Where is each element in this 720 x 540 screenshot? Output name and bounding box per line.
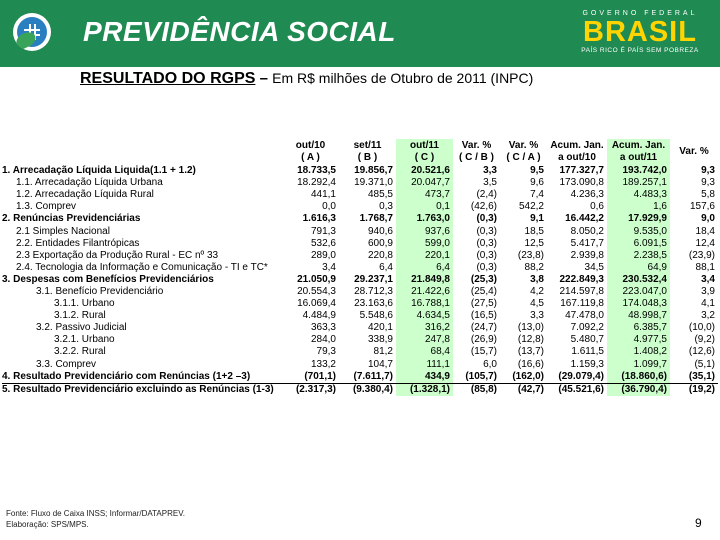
table-cell: 111,1 xyxy=(396,359,453,371)
table-cell: (1.328,1) xyxy=(396,383,453,396)
table-cell: (12,6) xyxy=(688,346,715,358)
table-cell: 441,1 xyxy=(310,189,336,201)
table-cell: 47.478,0 xyxy=(565,310,604,322)
table-cell: 0,6 xyxy=(590,201,604,213)
column-header-line1: Var. % xyxy=(461,140,492,151)
table-cell: (0,3) xyxy=(476,225,497,237)
author-line: Elaboração: SPS/MPS. xyxy=(6,520,89,529)
table-cell: 1,6 xyxy=(607,201,670,213)
column-header-line1: out/10 xyxy=(295,140,326,151)
row-label: 3.2. Passivo Judicial xyxy=(36,322,127,334)
table-cell: 20.521,6 xyxy=(396,165,453,177)
table-cell: 18.733,5 xyxy=(297,165,336,177)
column-header-line1: set/11 xyxy=(353,140,382,151)
row-label: 3.2.1. Urbano xyxy=(54,334,115,346)
table-cell: (2.317,3) xyxy=(282,383,339,396)
table-cell: 19.371,0 xyxy=(354,177,393,189)
table-cell: (16,5) xyxy=(470,310,497,322)
table-cell: 79,3 xyxy=(316,346,336,358)
table-cell: 19.856,7 xyxy=(354,165,393,177)
row-label: 3.1.1. Urbano xyxy=(54,298,115,310)
table-cell: (18.860,6) xyxy=(607,371,670,384)
table-cell: 3,5 xyxy=(483,177,497,189)
column-header-line2: a out/10 xyxy=(558,152,596,163)
column-header xyxy=(339,139,396,165)
table-cell: 16.788,1 xyxy=(396,298,453,310)
table-cell: (16,6) xyxy=(517,358,544,370)
table-cell: (15,7) xyxy=(470,346,497,358)
table-cell: 1.763,0 xyxy=(396,213,453,225)
title-separator: – xyxy=(259,70,268,87)
table-cell: 173.090,8 xyxy=(559,177,604,189)
table-cell: 18,4 xyxy=(695,225,715,237)
table-cell: (701,1) xyxy=(304,370,336,382)
table-cell: 157,6 xyxy=(689,201,715,213)
table-cell: 940,6 xyxy=(367,225,393,237)
table-cell: 21.050,9 xyxy=(297,273,336,285)
table-cell: (23,8) xyxy=(517,249,544,261)
table-cell: (35,1) xyxy=(688,370,715,382)
table-cell: 9.535,0 xyxy=(607,225,670,237)
table-cell: 338,9 xyxy=(367,334,393,346)
governo-federal-logo xyxy=(572,10,708,54)
table-row xyxy=(2,177,718,189)
table-cell: 21.849,8 xyxy=(396,274,453,286)
gov-brasil-label: BRASIL xyxy=(583,16,697,48)
table-cell: (0,3) xyxy=(476,261,497,273)
table-cell: 1.768,7 xyxy=(359,213,393,225)
table-cell: 5.548,6 xyxy=(359,310,393,322)
table-cell: (7.611,7) xyxy=(353,370,393,382)
column-header xyxy=(607,139,670,165)
table-cell: 791,3 xyxy=(310,225,336,237)
table-cell: 177.327,7 xyxy=(559,165,604,177)
column-header-line2: ( B ) xyxy=(357,152,378,163)
table-cell: 6,0 xyxy=(483,358,497,370)
table-cell: 16.069,4 xyxy=(297,298,336,310)
table-cell: 223.047,0 xyxy=(607,286,670,298)
table-cell: 3,3 xyxy=(483,165,497,177)
table-cell: (5,1) xyxy=(694,358,715,370)
column-header-line1: Acum. Jan. xyxy=(611,140,666,151)
table-row xyxy=(2,310,718,322)
table-row xyxy=(2,298,718,310)
table-cell: 230.532,4 xyxy=(607,274,670,286)
table-cell: (2,4) xyxy=(476,189,497,201)
row-label: 2.4. Tecnologia da Informação e Comunicação - TI e TC* xyxy=(16,261,268,273)
page-title xyxy=(80,70,680,88)
column-header-line1: Acum. Jan. xyxy=(550,140,604,151)
table-cell: 222.849,3 xyxy=(559,273,604,285)
column-header-line2: a out/11 xyxy=(619,152,658,163)
table-row xyxy=(2,383,718,396)
header-bar xyxy=(0,0,720,67)
row-label: 3.1.2. Rural xyxy=(54,310,106,322)
table-cell: 420,1 xyxy=(367,322,393,334)
table-row xyxy=(2,322,718,334)
table-cell: 9,5 xyxy=(530,165,544,177)
table-cell: 9,0 xyxy=(701,213,715,225)
previdencia-logo-icon xyxy=(13,13,51,51)
table-cell: 17.929,9 xyxy=(607,213,670,225)
table-cell: 18.292,4 xyxy=(297,177,336,189)
table-cell: 599,0 xyxy=(396,238,453,250)
table-cell: 20.047,7 xyxy=(396,177,453,189)
table-cell: 6.091,5 xyxy=(607,238,670,250)
table-cell: 189.257,1 xyxy=(607,177,670,189)
column-header-line2: ( C / B ) xyxy=(459,152,494,163)
table-cell: (42,7) xyxy=(500,383,547,396)
table-cell: 20.554,3 xyxy=(297,285,336,297)
table-cell: 104,7 xyxy=(367,358,393,370)
table-cell: 4,2 xyxy=(530,285,544,297)
column-header-line2: ( C / A ) xyxy=(506,152,541,163)
table-cell: 3,2 xyxy=(701,310,715,322)
table-row xyxy=(2,213,718,225)
row-label: 2. Renúncias Previdenciárias xyxy=(2,213,141,225)
column-header xyxy=(670,139,718,165)
table-row xyxy=(2,334,718,346)
rgps-table xyxy=(2,139,718,396)
table-cell: 284,0 xyxy=(310,334,336,346)
table-cell: 600,9 xyxy=(367,237,393,249)
table-cell: 34,5 xyxy=(584,261,604,273)
table-cell: 4.634,5 xyxy=(396,310,453,322)
table-cell: 3,8 xyxy=(530,273,544,285)
table-cell: (25,3) xyxy=(470,273,497,285)
table-row xyxy=(2,238,718,250)
table-cell: 68,4 xyxy=(396,346,453,358)
table-cell: (12,8) xyxy=(517,334,544,346)
row-label: 3.2.2. Rural xyxy=(54,346,106,358)
gov-top-label: GOVERNO FEDERAL xyxy=(582,10,698,17)
brand-title: PREVIDÊNCIA SOCIAL xyxy=(83,16,396,47)
table-cell: (0,3) xyxy=(476,237,497,249)
column-header-line2: ( C ) xyxy=(414,152,435,163)
table-cell: 289,0 xyxy=(310,249,336,261)
table-cell: 4.236,3 xyxy=(570,189,604,201)
page-number: 9 xyxy=(695,516,702,530)
table-cell: 29.237,1 xyxy=(354,273,393,285)
table-row xyxy=(2,250,718,262)
table-cell: 5.417,7 xyxy=(570,237,604,249)
table-cell: (105,7) xyxy=(465,370,497,382)
row-label: 1.3. Comprev xyxy=(16,201,77,213)
table-cell: (0,3) xyxy=(476,213,497,225)
table-cell: 174.048,3 xyxy=(607,298,670,310)
gov-slogan: PAÍS RICO É PAÍS SEM POBREZA xyxy=(581,47,699,54)
table-row xyxy=(2,201,718,213)
table-cell: 7.092,2 xyxy=(570,322,604,334)
column-header xyxy=(2,139,282,165)
table-cell: 5,8 xyxy=(701,189,715,201)
table-cell: 6,4 xyxy=(396,262,453,274)
table-cell: (29.079,4) xyxy=(558,370,604,382)
table-cell: 9,3 xyxy=(701,165,715,177)
table-cell: 6,4 xyxy=(379,261,393,273)
table-cell: (25,4) xyxy=(470,285,497,297)
table-cell: 4,5 xyxy=(530,298,544,310)
row-label: 2.3 Exportação da Produção Rural - EC nº 33 xyxy=(16,249,219,261)
table-cell: 9,1 xyxy=(530,213,544,225)
table-cell: 167.119,8 xyxy=(560,298,604,310)
table-row xyxy=(2,286,718,298)
column-header xyxy=(282,139,339,165)
table-cell: 1.099,7 xyxy=(607,359,670,371)
table-row xyxy=(2,165,718,177)
table-cell: 363,3 xyxy=(310,322,336,334)
table-cell: (13,0) xyxy=(517,322,544,334)
table-cell: (9.380,4) xyxy=(339,383,396,396)
table-cell: 21.422,6 xyxy=(396,286,453,298)
table-cell: 3,4 xyxy=(701,273,715,285)
table-cell: 28.712,3 xyxy=(354,285,393,297)
table-cell: 5.480,7 xyxy=(570,334,604,346)
table-cell: 8.050,2 xyxy=(570,225,604,237)
table-cell: 16.442,2 xyxy=(565,213,604,225)
table-cell: 0,1 xyxy=(396,201,453,213)
table-row xyxy=(2,189,718,201)
table-cell: (85,8) xyxy=(453,383,500,396)
table-cell: 542,2 xyxy=(518,201,544,213)
table-cell: 3,3 xyxy=(530,310,544,322)
table-cell: 88,2 xyxy=(524,261,544,273)
table-cell: (23,9) xyxy=(688,249,715,261)
table-cell: 532,6 xyxy=(310,237,336,249)
source-note xyxy=(6,508,185,530)
table-cell: 220,8 xyxy=(367,249,393,261)
table-cell: 12,5 xyxy=(524,237,544,249)
title-main: RESULTADO DO RGPS xyxy=(80,70,256,87)
table-cell: 133,2 xyxy=(310,358,336,370)
table-cell: 214.597,8 xyxy=(559,285,604,297)
table-cell: 64,9 xyxy=(607,262,670,274)
row-label: 4. Resultado Previdenciário com Renúncias (1+2 –3) xyxy=(2,370,251,382)
table-cell: 2.939,8 xyxy=(570,249,604,261)
table-cell: 2.238,5 xyxy=(607,250,670,262)
table-cell: (13,7) xyxy=(517,346,544,358)
column-header xyxy=(453,139,500,165)
column-header xyxy=(396,139,453,165)
table-cell: (19,2) xyxy=(670,383,718,396)
table-cell: 937,6 xyxy=(396,225,453,237)
table-cell: 473,7 xyxy=(396,189,453,201)
table-row xyxy=(2,274,718,286)
table-cell: 0,0 xyxy=(322,201,336,213)
table-cell: (10,0) xyxy=(688,322,715,334)
table-cell: 316,2 xyxy=(396,322,453,334)
table-cell: 9,6 xyxy=(530,177,544,189)
column-header-line1: out/11 xyxy=(410,140,439,151)
table-cell: 220,1 xyxy=(396,250,453,262)
table-cell: 88,1 xyxy=(695,261,715,273)
row-label: 1. Arrecadação Líquida Liquida(1.1 + 1.2) xyxy=(2,165,196,177)
table-cell: 9,3 xyxy=(701,177,715,189)
row-label: 1.2. Arrecadação Líquida Rural xyxy=(16,189,154,201)
row-label: 2.1 Simples Nacional xyxy=(16,225,110,237)
row-label: 2.2. Entidades Filantrópicas xyxy=(16,237,140,249)
row-label: 3. Despesas com Benefícios Previdenciários xyxy=(2,273,214,285)
table-cell: 12,4 xyxy=(695,237,715,249)
row-label: 5. Resultado Previdenciário excluindo as Renúncias (1-3) xyxy=(2,383,282,396)
column-header-line2: ( A ) xyxy=(301,152,320,163)
table-cell: (27,5) xyxy=(470,298,497,310)
table-row xyxy=(2,346,718,358)
column-header-line1: Var. % xyxy=(508,140,539,151)
table-cell: 4.977,5 xyxy=(607,334,670,346)
table-cell: 6.385,7 xyxy=(607,322,670,334)
table-row xyxy=(2,262,718,274)
table-cell: 193.742,0 xyxy=(607,165,670,177)
table-cell: (162,0) xyxy=(512,370,544,382)
table-cell: 4.483,3 xyxy=(607,189,670,201)
title-subtitle: Em R$ milhões de Otubro de 2011 (INPC) xyxy=(272,70,534,86)
table-cell: 4.484,9 xyxy=(302,310,336,322)
source-line: Fonte: Fluxo de Caixa INSS; Informar/DATAPREV. xyxy=(6,509,186,518)
table-cell: 4,1 xyxy=(701,298,715,310)
table-cell: (26,9) xyxy=(470,334,497,346)
table-cell: (0,3) xyxy=(476,249,497,261)
table-row xyxy=(2,225,718,237)
row-label: 3.1. Benefício Previdenciário xyxy=(36,285,164,297)
table-cell: 3,4 xyxy=(322,261,336,273)
table-cell: 247,8 xyxy=(396,334,453,346)
row-label: 1.1. Arrecadação Líquida Urbana xyxy=(16,177,163,189)
table-row xyxy=(2,359,718,371)
column-header xyxy=(500,139,547,165)
table-cell: 1.616,3 xyxy=(302,213,336,225)
table-cell: 81,2 xyxy=(373,346,393,358)
column-header-line1: Var. % xyxy=(679,146,709,157)
table-cell: 434,9 xyxy=(396,371,453,384)
row-label: 3.3. Comprev xyxy=(36,358,97,370)
table-cell: 1.611,5 xyxy=(571,346,604,358)
table-cell: 18,5 xyxy=(524,225,544,237)
table-cell: 1.408,2 xyxy=(607,346,670,358)
table-cell: 3,9 xyxy=(701,285,715,297)
table-cell: (9,2) xyxy=(694,334,715,346)
table-cell: 23.163,6 xyxy=(354,298,393,310)
table-cell: (42,6) xyxy=(470,201,497,213)
table-cell: 48.998,7 xyxy=(607,310,670,322)
table-cell: 485,5 xyxy=(367,189,393,201)
table-row xyxy=(2,371,718,384)
table-cell: 0,3 xyxy=(379,201,393,213)
table-cell: (45.521,6) xyxy=(547,383,607,396)
table-cell: 7,4 xyxy=(530,189,544,201)
table-header-row xyxy=(2,139,718,165)
column-header xyxy=(547,139,607,165)
table-cell: (24,7) xyxy=(470,322,497,334)
table-cell: (36.790,4) xyxy=(607,383,670,396)
table-cell: 1.159,3 xyxy=(570,358,604,370)
